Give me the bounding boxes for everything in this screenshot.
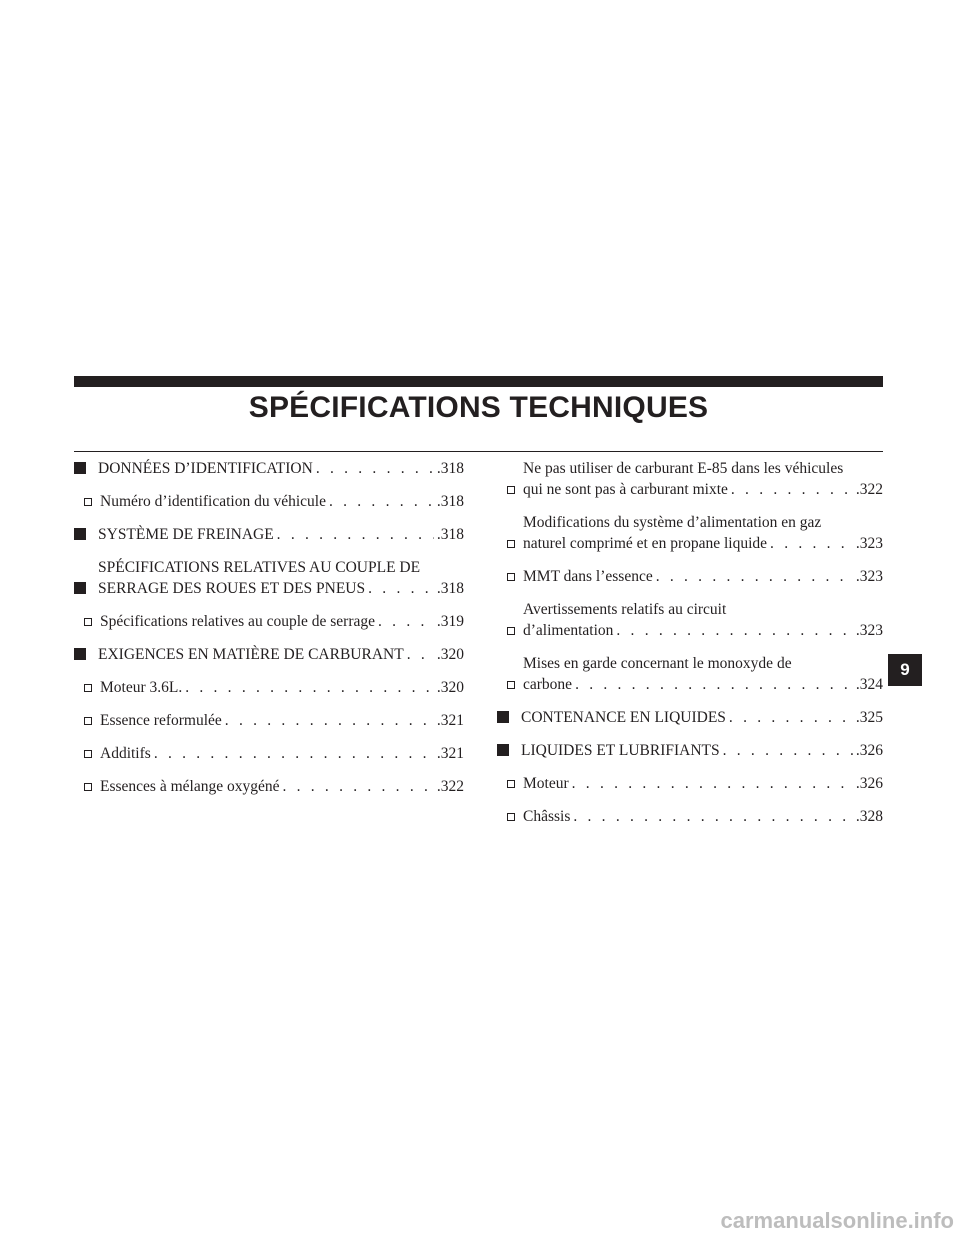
toc-entry-label: naturel comprimé et en propane liquide xyxy=(523,535,768,552)
toc-entry-page: .328 xyxy=(855,808,883,825)
toc-entry-label: Additifs xyxy=(100,745,151,762)
filled-square-bullet-icon xyxy=(497,744,509,756)
toc-entry[interactable] xyxy=(497,653,883,695)
toc-entry-label: DONNÉES D’IDENTIFICATION xyxy=(98,460,313,477)
toc-entry[interactable] xyxy=(497,599,883,641)
toc-entry-label: SERRAGE DES ROUES ET DES PNEUS xyxy=(98,580,366,597)
open-square-bullet-icon xyxy=(84,717,92,725)
dot-leader xyxy=(225,710,434,731)
dot-leader xyxy=(573,806,853,827)
toc-entry-label: qui ne sont pas à carburant mixte xyxy=(523,481,728,498)
dot-leader xyxy=(316,458,434,479)
dot-leader xyxy=(723,740,853,761)
toc-entry-label: Essences à mélange oxygéné xyxy=(100,778,280,795)
toc-entry[interactable] xyxy=(497,806,883,827)
open-square-bullet-icon xyxy=(507,540,515,548)
toc-entry-page: .325 xyxy=(855,709,883,726)
filled-square-bullet-icon xyxy=(74,528,86,540)
watermark: carmanualsonline.info xyxy=(720,1208,954,1233)
toc-entry-label: Moteur 3.6L. xyxy=(100,679,183,696)
toc-entry-page: .323 xyxy=(855,622,883,639)
toc-entry-label: Avertissements relatifs au circuit xyxy=(523,601,727,618)
toc-entry-page: .320 xyxy=(436,679,464,696)
dot-leader xyxy=(731,479,853,500)
toc-entry-label: Numéro d’identification du véhicule xyxy=(100,493,326,510)
header-rule-thin xyxy=(74,451,883,452)
toc-entry-label: Moteur xyxy=(523,775,569,792)
chapter-tab[interactable]: 9 xyxy=(888,654,922,686)
toc-entry[interactable] xyxy=(74,557,464,599)
toc-entry-page: .320 xyxy=(436,646,464,663)
toc-entry-page: .321 xyxy=(436,712,464,729)
toc-entry-label: CONTENANCE EN LIQUIDES xyxy=(521,709,726,726)
toc-entry-label: EXIGENCES EN MATIÈRE DE CARBURANT xyxy=(98,646,404,663)
dot-leader xyxy=(407,644,434,665)
dot-leader xyxy=(185,677,434,698)
toc-entry-label: LIQUIDES ET LUBRIFIANTS xyxy=(521,742,720,759)
toc-entry[interactable] xyxy=(74,743,464,764)
toc-entry-label: Mises en garde concernant le monoxyde de xyxy=(523,655,792,672)
open-square-bullet-icon xyxy=(84,618,92,626)
toc-entry[interactable] xyxy=(497,566,883,587)
toc-entry-label: d’alimentation xyxy=(523,622,614,639)
toc-entry-page: .319 xyxy=(436,613,464,630)
toc-entry-page: .318 xyxy=(436,493,464,510)
dot-leader xyxy=(329,491,434,512)
toc-entry-label: SYSTÈME DE FREINAGE xyxy=(98,526,274,543)
toc-entry-label: Châssis xyxy=(523,808,571,825)
open-square-bullet-icon xyxy=(507,573,515,581)
toc-entry-page: .326 xyxy=(855,775,883,792)
toc-entry[interactable] xyxy=(74,644,464,665)
dot-leader xyxy=(154,743,434,764)
toc-entry-label: MMT dans l’essence xyxy=(523,568,653,585)
toc-entry[interactable] xyxy=(74,491,464,512)
toc-entry-page: .326 xyxy=(855,742,883,759)
toc-entry-label: Modifications du système d’alimentation en gaz xyxy=(523,514,822,531)
toc-entry[interactable] xyxy=(497,707,883,728)
open-square-bullet-icon xyxy=(84,783,92,791)
toc-entry[interactable] xyxy=(497,773,883,794)
toc-entry-page: .318 xyxy=(436,580,464,597)
toc-entry-page: .321 xyxy=(436,745,464,762)
toc-entry-label: SPÉCIFICATIONS RELATIVES AU COUPLE DE xyxy=(98,559,421,576)
dot-leader xyxy=(770,533,853,554)
toc-entry-page: .323 xyxy=(855,568,883,585)
toc-entry[interactable] xyxy=(74,710,464,731)
filled-square-bullet-icon xyxy=(497,711,509,723)
filled-square-bullet-icon xyxy=(74,648,86,660)
open-square-bullet-icon xyxy=(507,813,515,821)
toc-entry-page: .322 xyxy=(855,481,883,498)
toc-entry[interactable] xyxy=(74,611,464,632)
open-square-bullet-icon xyxy=(507,681,515,689)
open-square-bullet-icon xyxy=(84,750,92,758)
toc-entry[interactable] xyxy=(497,740,883,761)
toc-entry[interactable] xyxy=(497,458,883,500)
toc-entry-label: Spécifications relatives au couple de serrage xyxy=(100,613,376,630)
toc-entry[interactable] xyxy=(497,512,883,554)
open-square-bullet-icon xyxy=(507,627,515,635)
dot-leader xyxy=(616,620,852,641)
page-title: SPÉCIFICATIONS TECHNIQUES xyxy=(248,391,709,424)
dot-leader xyxy=(282,776,433,797)
dot-leader xyxy=(729,707,853,728)
open-square-bullet-icon xyxy=(507,780,515,788)
toc-entry-page: .318 xyxy=(436,526,464,543)
toc-entry-label: Ne pas utiliser de carburant E-85 dans les véhicules xyxy=(523,460,844,477)
toc-entry-label: Essence reformulée xyxy=(100,712,222,729)
toc-column-right xyxy=(497,458,883,827)
dot-leader xyxy=(368,578,434,599)
filled-square-bullet-icon xyxy=(74,582,86,594)
open-square-bullet-icon xyxy=(84,498,92,506)
toc-entry-page: .322 xyxy=(436,778,464,795)
filled-square-bullet-icon xyxy=(74,462,86,474)
dot-leader xyxy=(378,611,434,632)
toc-entry-page: .324 xyxy=(855,676,883,693)
toc-entry[interactable] xyxy=(74,458,464,479)
toc-entry-page: .318 xyxy=(436,460,464,477)
dot-leader xyxy=(572,773,853,794)
toc-entry-label: carbone xyxy=(523,676,573,693)
open-square-bullet-icon xyxy=(507,486,515,494)
dot-leader xyxy=(277,524,434,545)
dot-leader xyxy=(656,566,853,587)
toc-entry[interactable] xyxy=(74,524,464,545)
toc-column-left xyxy=(74,458,464,797)
toc-entry-page: .323 xyxy=(855,535,883,552)
header-rule-thick xyxy=(74,376,883,387)
open-square-bullet-icon xyxy=(84,684,92,692)
toc-entry[interactable] xyxy=(74,776,464,797)
toc-entry[interactable] xyxy=(74,677,464,698)
dot-leader xyxy=(575,674,853,695)
